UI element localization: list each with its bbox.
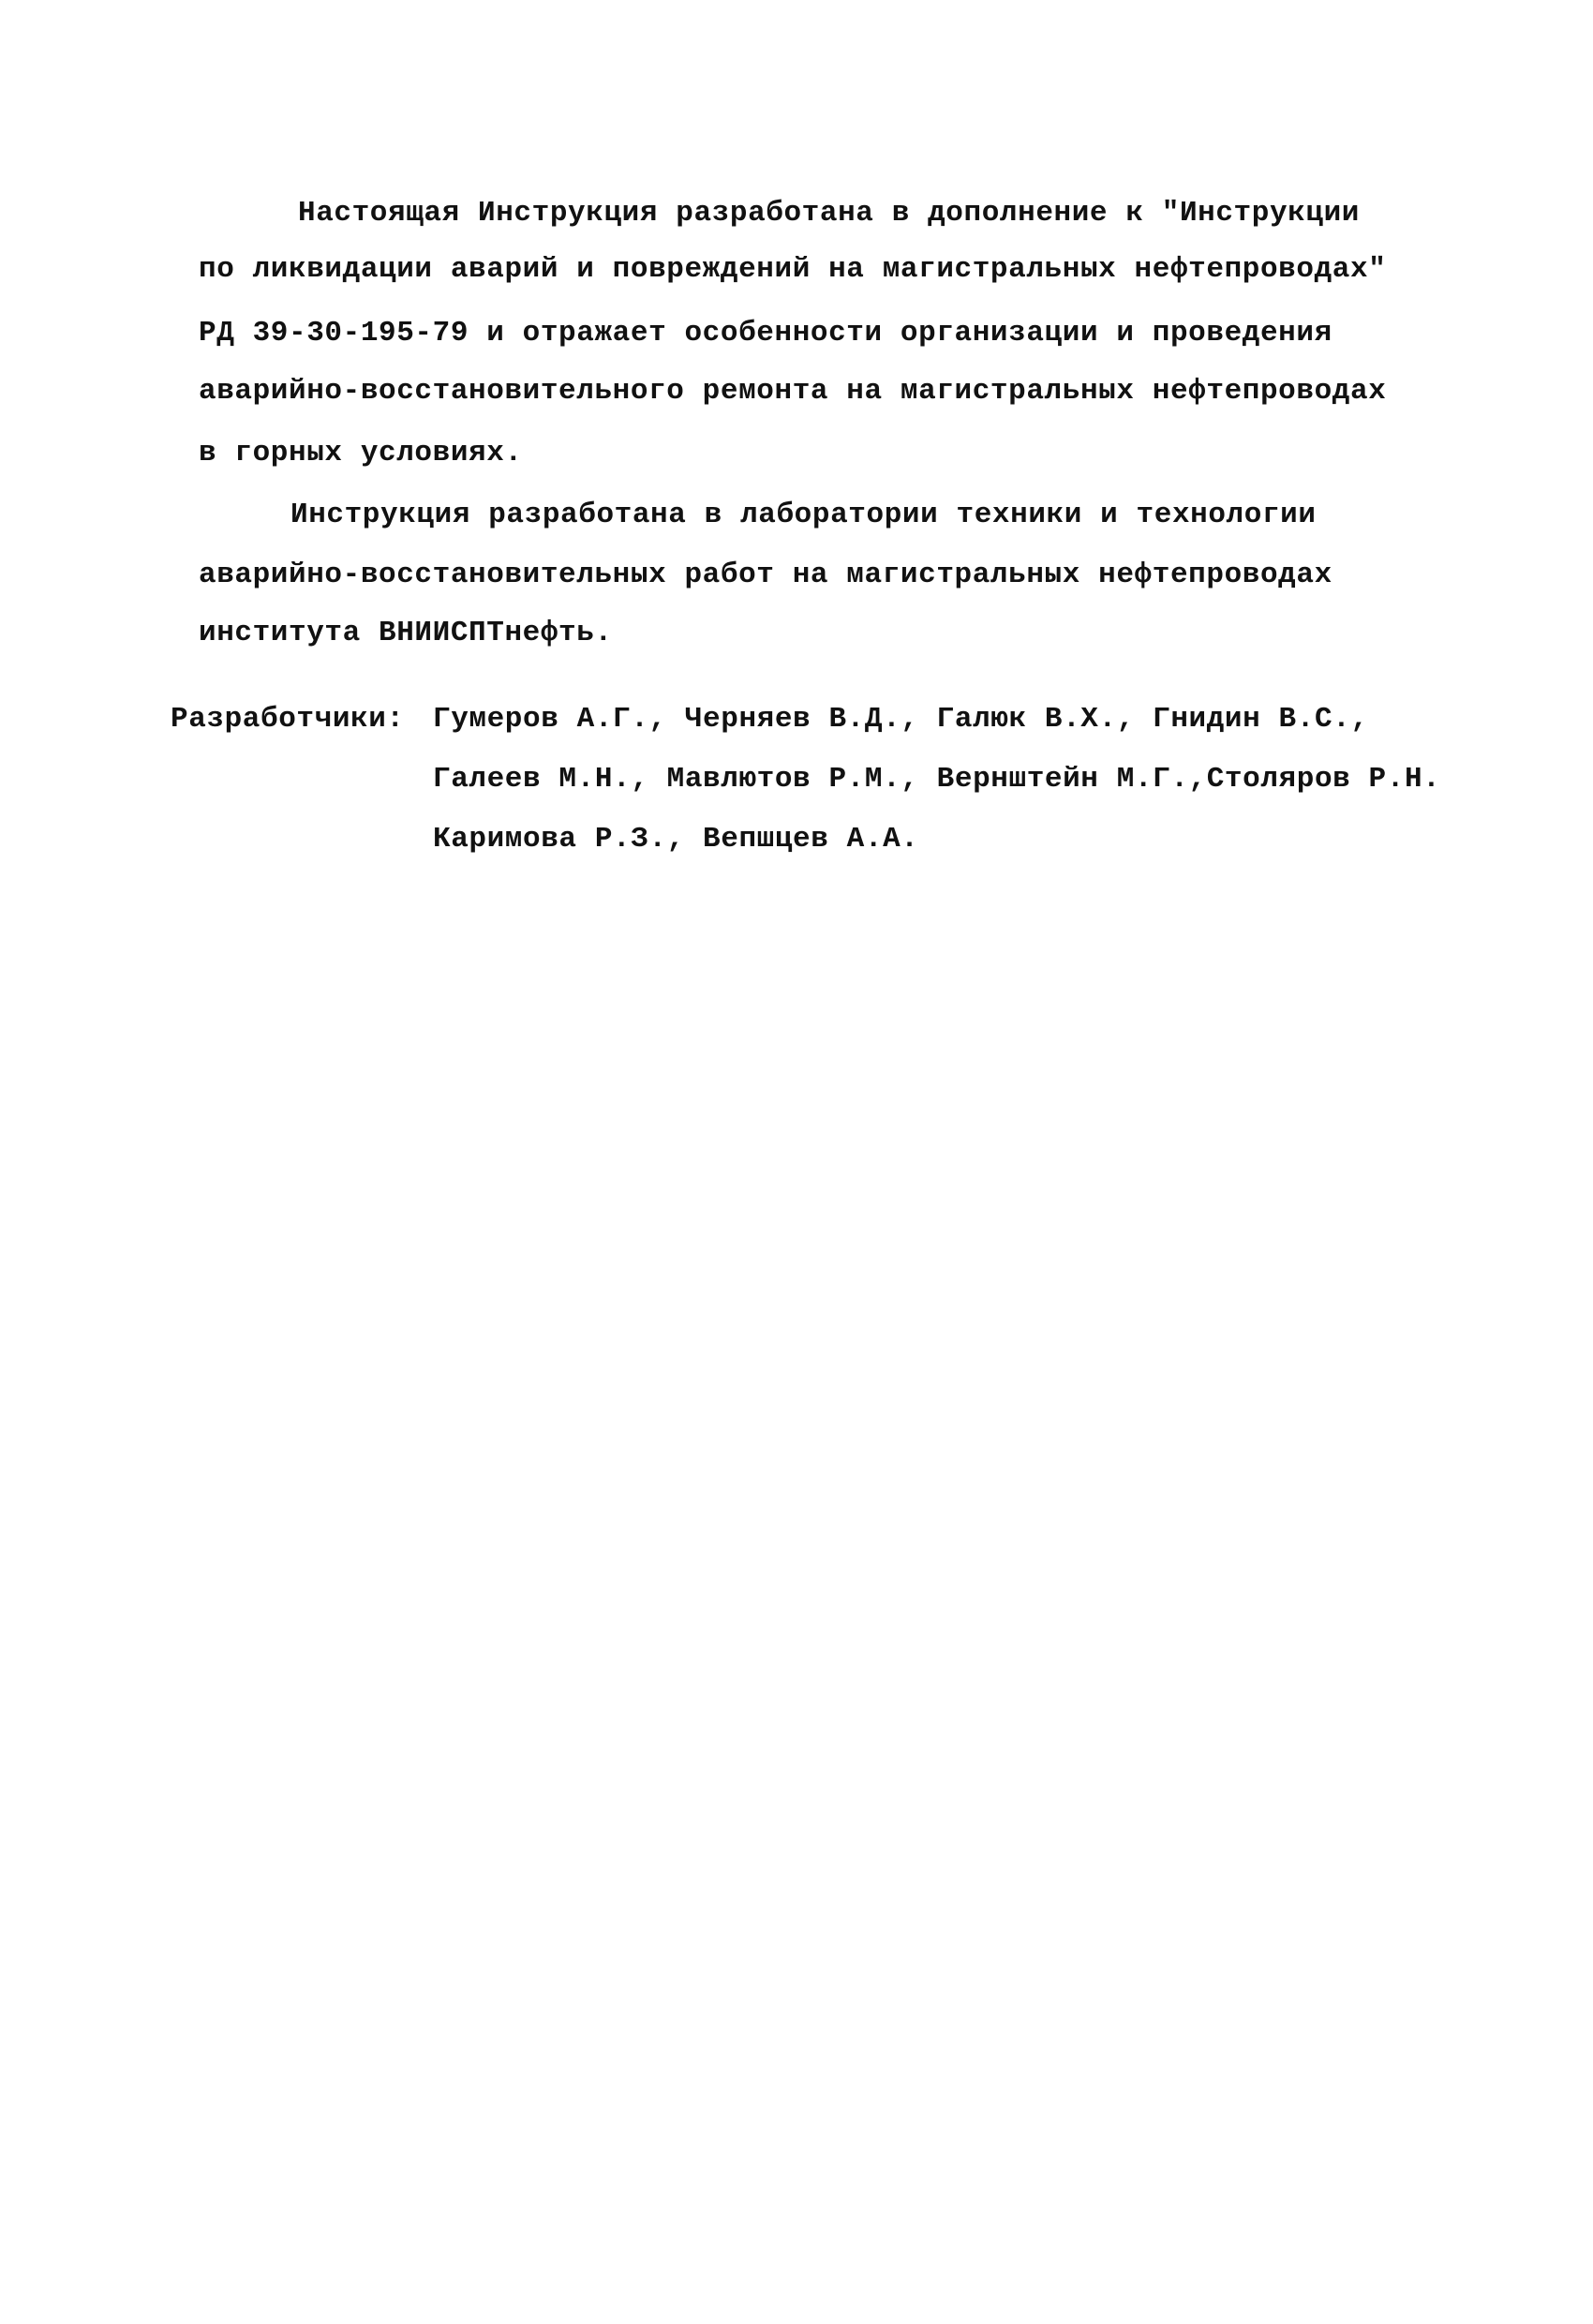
intro-line-2: по ликвидации аварий и повреждений на магистральных нефтепроводах" <box>199 253 1387 286</box>
lab-line-2: аварийно-восстановительных работ на магистральных нефтепроводах <box>199 559 1332 591</box>
developers-line-1: Гумеров А.Г., Черняев В.Д., Галюк В.Х., Гнидин В.С., <box>433 703 1369 736</box>
intro-line-4: аварийно-восстановительного ремонта на магистральных нефтепроводах <box>199 375 1387 408</box>
lab-line-1: Инструкция разработана в лаборатории техники и технологии <box>290 499 1317 531</box>
developers-line-2: Галеев М.Н., Мавлютов Р.М., Вернштейн М.Г.,Столяров Р.Н. <box>433 763 1441 796</box>
intro-line-1: Настоящая Инструкция разработана в дополнение к "Инструкции <box>298 197 1360 230</box>
lab-line-3: института ВНИИСПТнефть. <box>199 617 613 649</box>
intro-line-3: РД 39-30-195-79 и отражает особенности организации и проведения <box>199 317 1332 350</box>
intro-line-5: в горных условиях. <box>199 437 523 469</box>
developers-line-3: Каримова Р.З., Вепшцев А.А. <box>433 823 919 856</box>
developers-label: Разработчики: <box>171 703 405 736</box>
